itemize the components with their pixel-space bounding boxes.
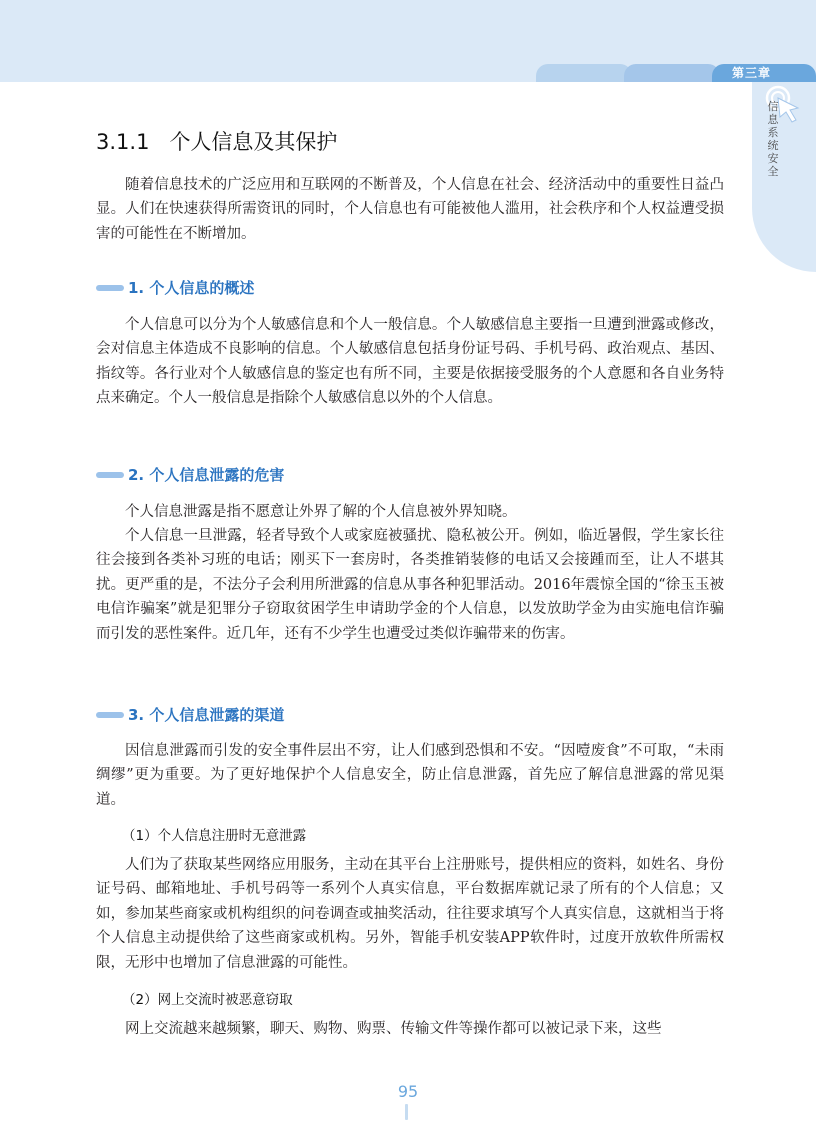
- section-number: 3.1.1: [96, 130, 150, 154]
- item-1-title: （1）个人信息注册时无意泄露: [122, 828, 307, 844]
- page-number: 95: [397, 1082, 419, 1101]
- item-2-paragraph: 网上交流越来越频繁，聊天、购物、购票、传输文件等操作都可以被记录下来，这些: [125, 1021, 662, 1037]
- subheading-3-text: 3. 个人信息泄露的渠道: [128, 706, 285, 724]
- subheading-2-text: 2. 个人信息泄露的危害: [128, 466, 285, 484]
- paragraph-3: 因信息泄露而引发的安全事件层出不穷，让人们感到恐惧和不安。“因噎废食”不可取，“未雨绸缪”更为重要。为了更好地保护个人信息安全，防止信息泄露，首先应了解信息泄露的常见渠道。: [96, 743, 724, 808]
- subheading-2: [96, 464, 284, 486]
- chapter-tab: 第三章: [712, 64, 816, 82]
- subheading-1: [96, 277, 254, 299]
- item-2-title: （2）网上交流时被恶意窃取: [122, 992, 293, 1008]
- subheading-1-text: 1. 个人信息的概述: [128, 279, 255, 297]
- section-title: [96, 126, 337, 156]
- header-tab-decor-2: [624, 64, 720, 82]
- side-chapter-title: 信息系统安全: [767, 100, 779, 178]
- section-title-text: 个人信息及其保护: [169, 130, 338, 154]
- page-number-divider: [405, 1104, 408, 1120]
- subheading-bar-icon: [96, 712, 124, 718]
- paragraph-1: 个人信息可以分为个人敏感信息和个人一般信息。个人敏感信息主要指一旦遭到泄露或修改，会对信息主体造成不良影响的信息。个人敏感信息包括身份证号码、手机号码、政治观点、基因、指纹等。各行业对个人敏感信息的鉴定也有所不同，主要是依据接受服务的个人意愿和各自业务特点来确定。个人一般信息是指除个人敏感信息以外的个人信息。: [96, 317, 724, 407]
- header-tab-decor-1: [536, 64, 632, 82]
- subheading-3: [96, 704, 284, 726]
- subheading-bar-icon: [96, 285, 124, 291]
- item-1-paragraph: 人们为了获取某些网络应用服务，主动在其平台上注册账号，提供相应的资料，如姓名、身份证号码、邮箱地址、手机号码等一系列个人真实信息，平台数据库就记录了所有的个人信息；又如，参加某些商家或机构组织的问卷调查或抽奖活动，往往要求填写个人真实信息，这就相当于将个人信息主动提供给了这些商家或机构。另外，智能手机安装APP软件时，过度开放软件所需权限，无形中也增加了信息泄露的可能性。: [96, 857, 724, 971]
- intro-paragraph: 随着信息技术的广泛应用和互联网的不断普及，个人信息在社会、经济活动中的重要性日益凸显。人们在快速获得所需资讯的同时，个人信息也有可能被他人滥用，社会秩序和个人权益遭受损害的可能性在不断增加。: [96, 177, 724, 242]
- paragraph-2b: 个人信息一旦泄露，轻者导致个人或家庭被骚扰、隐私被公开。例如，临近暑假，学生家长往往会接到各类补习班的电话；刚买下一套房时，各类推销装修的电话又会接踵而至，让人不堪其扰。更严重的是，不法分子会利用所泄露的信息从事各种犯罪活动。2016年震惊全国的“徐玉玉被电信诈骗案”就是犯罪分子窃取贫困学生申请助学金的个人信息，以发放助学金为由实施电信诈骗而引发的恶性案件。近几年，还有不少学生也遭受过类似诈骗带来的伤害。: [96, 528, 724, 642]
- paragraph-2a: 个人信息泄露是指不愿意让外界了解的个人信息被外界知晓。: [125, 504, 517, 520]
- subheading-bar-icon: [96, 472, 124, 478]
